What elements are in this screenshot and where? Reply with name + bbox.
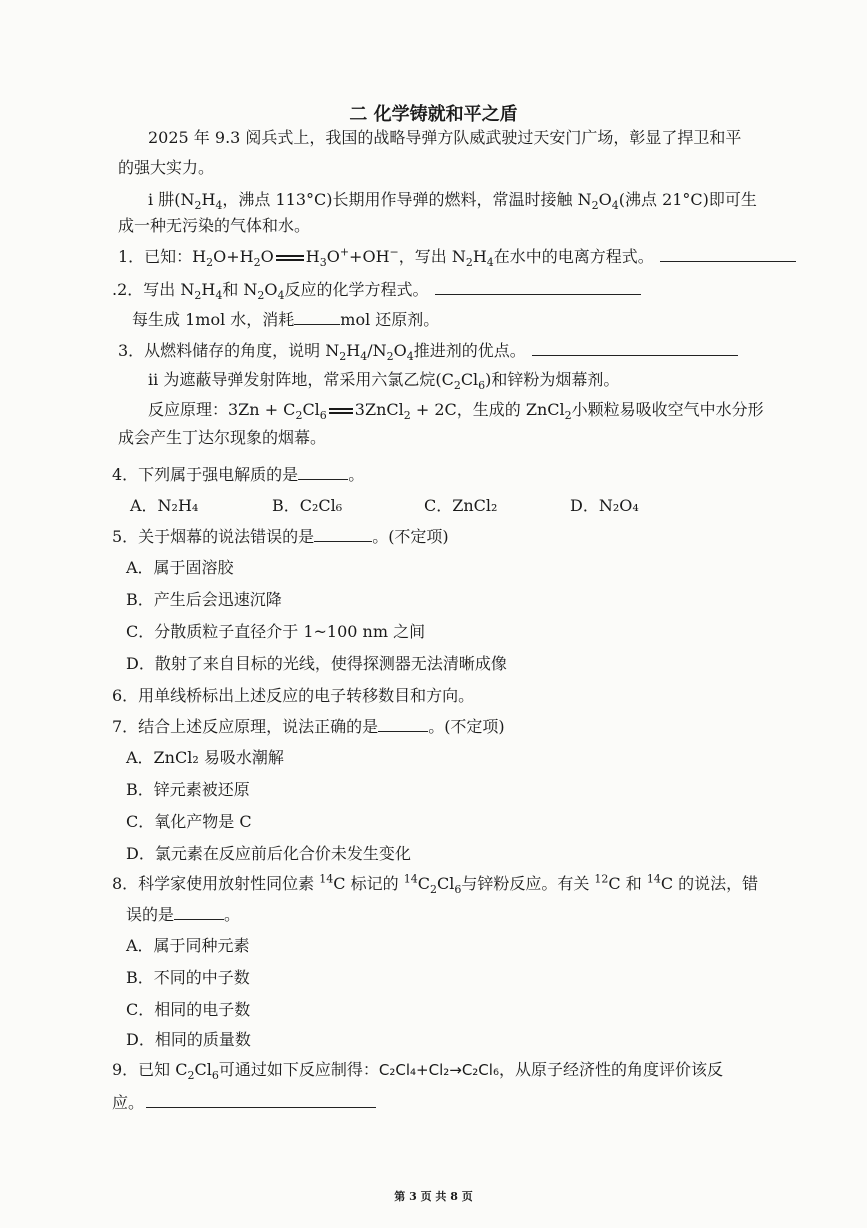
q8-option-b[interactable]: B．不同的中子数 xyxy=(126,968,250,987)
answer-blank-q5[interactable] xyxy=(314,526,372,542)
part-ii-line: ⅱ 为遮蔽导弹发射阵地，常采用六氯乙烷$(C_2Cl_6)$和锌粉为烟幕剂。 xyxy=(148,370,620,393)
answer-blank-q3[interactable] xyxy=(532,340,738,356)
q9-equation: C₂Cl₄+Cl₂→C₂Cl₆ xyxy=(378,1061,499,1079)
q5-option-a[interactable]: A．属于固溶胶 xyxy=(126,558,234,577)
reaction-line-1: 反应原理：$3Zn + C_2Cl_6$ 3ZnCl$_2$ + 2C，生成的 ZnCl$_2$小颗粒易吸收空气中水分形 xyxy=(148,400,764,423)
q8-option-d[interactable]: D．相同的质量数 xyxy=(126,1030,251,1049)
intro-line-2: 的强大实力。 xyxy=(118,158,215,177)
question-8-line-2: 误的是 。 xyxy=(126,905,241,924)
q7-option-b[interactable]: B．锌元素被还原 xyxy=(126,780,250,799)
q4-option-d[interactable]: D．N₂O₄ xyxy=(570,496,639,515)
equals-sign-icon xyxy=(329,408,353,414)
q8-option-a[interactable]: A．属于同种元素 xyxy=(126,936,250,955)
q7-option-c[interactable]: C．氧化产物是 C xyxy=(126,812,252,831)
q4-option-c[interactable]: C．ZnCl₂ xyxy=(424,496,498,515)
reaction-line-2: 成会产生丁达尔现象的烟幕。 xyxy=(118,428,327,447)
answer-blank-q8[interactable] xyxy=(174,904,224,920)
equilibrium-arrow-icon xyxy=(276,255,304,261)
question-1: 1．已知：$H_2O+H_2O$ $H_3O^++OH^-$，写出 $N_2H_4$在水中的电离方程式。 xyxy=(118,246,867,267)
answer-blank-q7[interactable] xyxy=(378,716,428,732)
answer-blank-q1[interactable] xyxy=(660,246,796,262)
question-5: 5．关于烟幕的说法错误的是 。(不定项) xyxy=(112,527,449,546)
part-i-line-1: ⅰ 肼($N_2H_4$，沸点 113°C)长期用作导弹的燃料，常温时接触 $N_2O_4$(沸点 21°C)即可生 xyxy=(148,190,757,213)
q4-option-b[interactable]: B．C₂Cl₆ xyxy=(272,496,343,515)
intro-line-1: 2025 年 9.3 阅兵式上，我国的战略导弹方队威武驶过天安门广场，彰显了捍卫和平 xyxy=(148,128,742,147)
question-2-sub: 每生成 1mol 水，消耗 mol 还原剂。 xyxy=(132,310,440,329)
question-2: .2．写出 $N_2H_4$和 $N_2O_4$反应的化学方程式。 xyxy=(112,279,867,300)
question-9-line-2: 应。 xyxy=(112,1092,867,1113)
question-9: 9．已知 $C_2Cl_6$可通过如下反应制得：C₂Cl₄+Cl₂→C₂Cl₆，从原子经济性的角度评价该反 xyxy=(112,1060,723,1083)
part-i-line-2: 成一种无污染的气体和水。 xyxy=(118,216,311,235)
answer-blank-q2-mol[interactable] xyxy=(294,309,340,325)
q7-option-a[interactable]: A．ZnCl₂ 易吸水潮解 xyxy=(126,748,284,767)
page-footer: 第 3 页 共 8 页 xyxy=(394,1190,473,1203)
answer-blank-q9[interactable] xyxy=(146,1092,376,1108)
question-3: 3．从燃料储存的角度，说明 $N_2H_4/N_2O_4$推进剂的优点。 xyxy=(118,340,867,361)
answer-blank-q4[interactable] xyxy=(298,464,348,480)
question-4: 4．下列属于强电解质的是 。 xyxy=(112,465,365,484)
section-title: 二 化学铸就和平之盾 xyxy=(349,104,518,125)
answer-blank-q2[interactable] xyxy=(435,279,641,295)
q5-option-d[interactable]: D．散射了来自目标的光线，使得探测器无法清晰成像 xyxy=(126,654,507,673)
q7-option-d[interactable]: D．氯元素在反应前后化合价未发生变化 xyxy=(126,844,411,863)
q4-option-a[interactable]: A．N₂H₄ xyxy=(130,496,199,515)
q8-option-c[interactable]: C．相同的电子数 xyxy=(126,1000,251,1019)
question-7: 7．结合上述反应原理，说法正确的是 。(不定项) xyxy=(112,717,505,736)
q5-option-b[interactable]: B．产生后会迅速沉降 xyxy=(126,590,282,609)
question-8: 8．科学家使用放射性同位素 $^{14}$C 标记的 $^{14}C_2Cl_6$与锌粉反应。有关 $^{12}$C 和 $^{14}$C 的说法，错 xyxy=(112,872,759,897)
q5-option-c[interactable]: C．分散质粒子直径介于 1~100 nm 之间 xyxy=(126,622,426,641)
question-6: 6．用单线桥标出上述反应的电子转移数目和方向。 xyxy=(112,686,475,705)
